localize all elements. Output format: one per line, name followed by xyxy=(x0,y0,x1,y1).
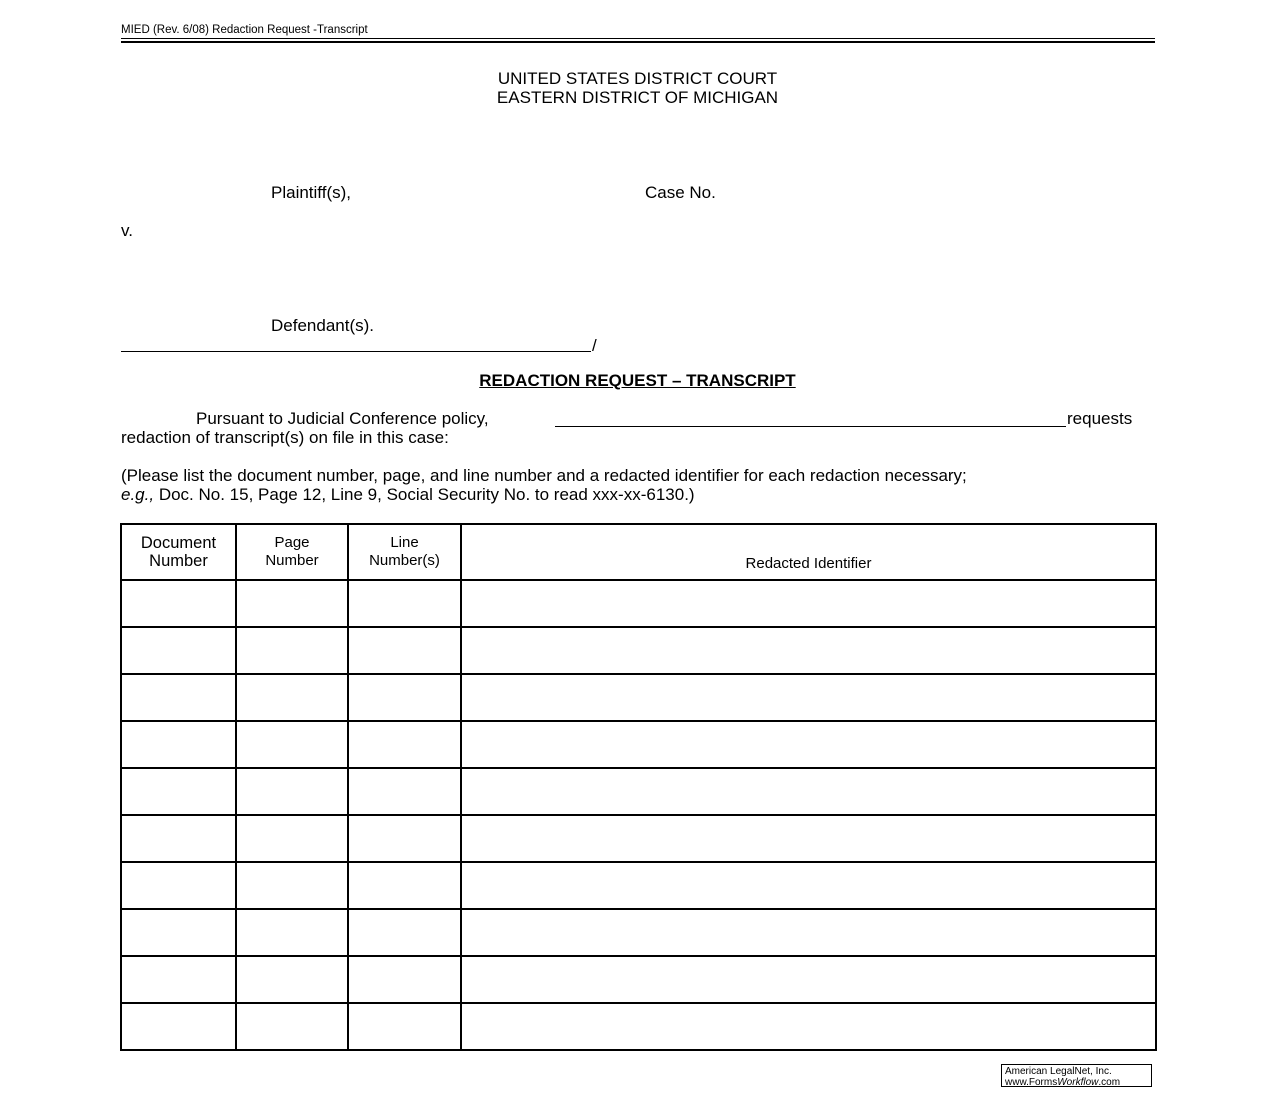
document-number-cell[interactable] xyxy=(121,815,236,862)
table-row xyxy=(121,768,1156,815)
form-id: MIED (Rev. 6/08) Redaction Request -Transcript xyxy=(121,24,368,36)
redacted-identifier-cell[interactable] xyxy=(461,674,1156,721)
col-redacted-identifier: Redacted Identifier xyxy=(461,524,1156,580)
versus-label: v. xyxy=(121,221,133,240)
publisher-box xyxy=(1001,1064,1152,1087)
redacted-identifier-cell[interactable] xyxy=(461,1003,1156,1050)
table-row xyxy=(121,862,1156,909)
defendant-label: Defendant(s). xyxy=(271,316,374,335)
line-number-cell[interactable] xyxy=(348,909,461,956)
redacted-identifier-cell[interactable] xyxy=(461,627,1156,674)
document-number-cell[interactable] xyxy=(121,721,236,768)
document-number-cell[interactable] xyxy=(121,768,236,815)
document-number-cell[interactable] xyxy=(121,674,236,721)
caption-slash: / xyxy=(592,336,597,355)
redaction-table xyxy=(120,523,1157,1051)
line-number-cell[interactable] xyxy=(348,721,461,768)
page-number-cell[interactable] xyxy=(236,909,348,956)
instructions-line2-rest: Doc. No. 15, Page 12, Line 9, Social Security No. to read xxx-xx-6130.) xyxy=(154,485,695,504)
table-row xyxy=(121,956,1156,1003)
header-rule-thin xyxy=(121,38,1155,39)
redacted-identifier-cell[interactable] xyxy=(461,721,1156,768)
document-number-cell[interactable] xyxy=(121,862,236,909)
page-number-cell[interactable] xyxy=(236,674,348,721)
page-number-cell[interactable] xyxy=(236,627,348,674)
document-number-cell[interactable] xyxy=(121,909,236,956)
document-number-cell[interactable] xyxy=(121,580,236,627)
document-number-cell[interactable] xyxy=(121,956,236,1003)
line-number-cell[interactable] xyxy=(348,627,461,674)
publisher-name: American LegalNet, Inc. xyxy=(1005,1066,1112,1077)
form-title: REDACTION REQUEST – TRANSCRIPT xyxy=(479,371,796,390)
redacted-identifier-cell[interactable] xyxy=(461,768,1156,815)
page-number-cell[interactable] xyxy=(236,1003,348,1050)
court-district: EASTERN DISTRICT OF MICHIGAN xyxy=(496,88,779,107)
table-row xyxy=(121,674,1156,721)
table-row xyxy=(121,815,1156,862)
instructions-line1: (Please list the document number, page, and line number and a redacted identifier for each redaction necessary; xyxy=(121,466,967,485)
table-row xyxy=(121,909,1156,956)
table-row xyxy=(121,580,1156,627)
page-number-cell[interactable] xyxy=(236,956,348,1003)
plaintiff-label: Plaintiff(s), xyxy=(271,183,351,202)
instructions-line2 xyxy=(121,485,695,505)
requests-word: requests xyxy=(1067,409,1133,428)
header-rule-thick xyxy=(121,41,1155,43)
line-number-cell[interactable] xyxy=(348,956,461,1003)
table-row xyxy=(121,627,1156,674)
page-number-cell[interactable] xyxy=(236,580,348,627)
col-page-number: Page Number xyxy=(236,524,348,580)
line-number-cell[interactable] xyxy=(348,862,461,909)
eg-text: e.g., xyxy=(121,485,155,504)
redacted-identifier-cell[interactable] xyxy=(461,909,1156,956)
document-number-cell[interactable] xyxy=(121,627,236,674)
page-number-cell[interactable] xyxy=(236,721,348,768)
redacted-identifier-cell[interactable] xyxy=(461,815,1156,862)
redacted-identifier-cell[interactable] xyxy=(461,956,1156,1003)
request-intro: Pursuant to Judicial Conference policy, xyxy=(196,409,489,428)
table-header-row xyxy=(121,524,1156,580)
document-number-cell[interactable] xyxy=(121,1003,236,1050)
caption-line xyxy=(121,351,591,352)
requester-name-field[interactable] xyxy=(555,426,1066,427)
request-line2: redaction of transcript(s) on file in this case: xyxy=(121,428,449,447)
line-number-cell[interactable] xyxy=(348,768,461,815)
col-line-numbers: Line Number(s) xyxy=(348,524,461,580)
line-number-cell[interactable] xyxy=(348,815,461,862)
redacted-identifier-cell[interactable] xyxy=(461,862,1156,909)
table-row xyxy=(121,1003,1156,1050)
table-row xyxy=(121,721,1156,768)
line-number-cell[interactable] xyxy=(348,674,461,721)
publisher-site: www.FormsWorkflow.com xyxy=(1005,1077,1121,1088)
page-number-cell[interactable] xyxy=(236,815,348,862)
line-number-cell[interactable] xyxy=(348,1003,461,1050)
page-number-cell[interactable] xyxy=(236,768,348,815)
case-no-label: Case No. xyxy=(645,183,716,202)
court-name: UNITED STATES DISTRICT COURT xyxy=(497,69,778,88)
page-number-cell[interactable] xyxy=(236,862,348,909)
col-document-number: Document Number xyxy=(121,524,236,580)
redacted-identifier-cell[interactable] xyxy=(461,580,1156,627)
line-number-cell[interactable] xyxy=(348,580,461,627)
